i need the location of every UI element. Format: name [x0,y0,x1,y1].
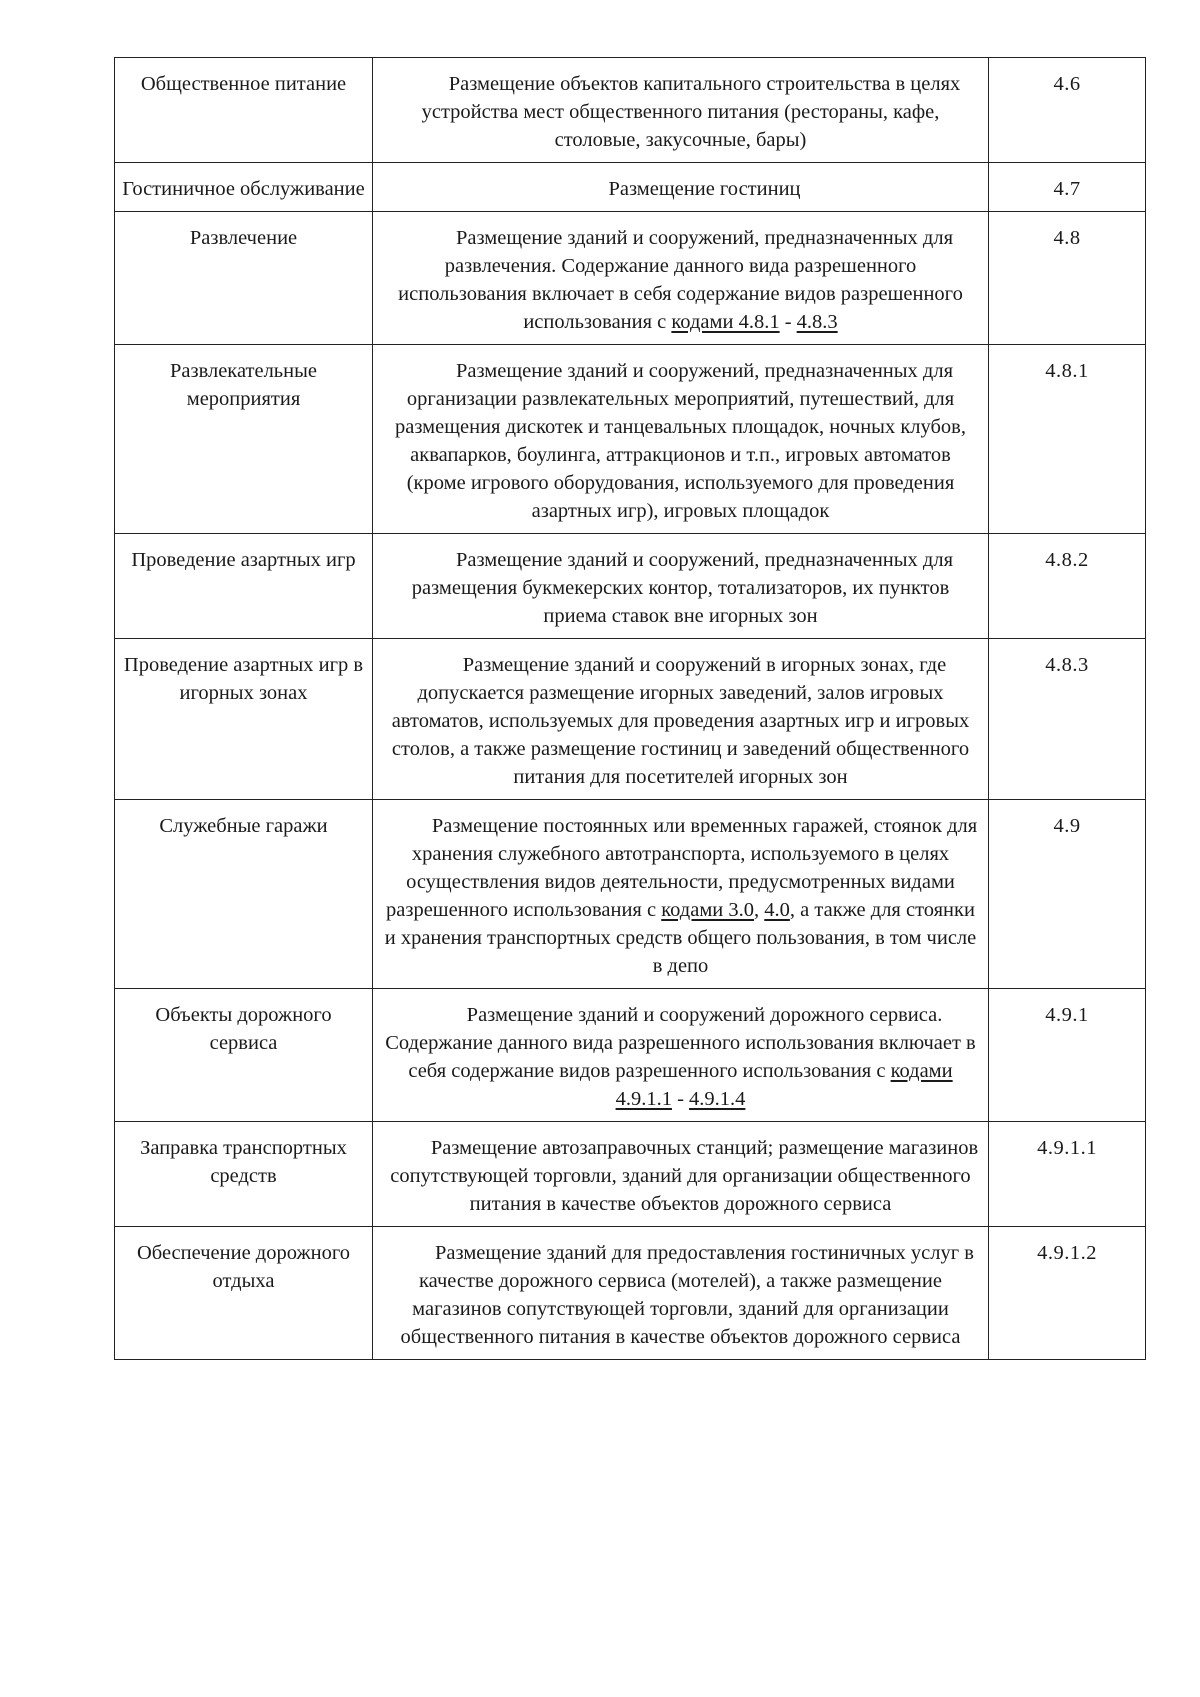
use-type-description [373,989,989,1122]
description-text: Размещение автозаправочных станций; размещение магазинов сопутствующей торговли, зданий для организации общественного питания в качестве объектов дорожного сервиса [390,1137,979,1215]
description-text: Размещение зданий и сооружений в игорных зонах, где допускается размещение игорных заведений, залов игровых автоматов, используемых для проведения азартных игр и игровых столов, а также размещение гостиниц и заведений общественного питания для посетителей игорных зон [391,654,970,788]
table-row [115,1227,1146,1360]
use-type-description [373,163,989,212]
code-reference-link[interactable]: кодами 4.9.1.1 [615,1060,953,1110]
use-type-code: 4.9.1.1 [989,1122,1146,1227]
use-type-name: Развлечение [115,212,373,345]
use-type-name: Развлекательные мероприятия [115,345,373,534]
code-reference-link[interactable]: 4.9.1.4 [689,1088,746,1110]
code-reference-link[interactable]: 4.8.3 [796,311,838,333]
table-row [115,639,1146,800]
use-type-code: 4.8 [989,212,1146,345]
land-use-table [114,57,1146,1360]
use-type-name: Гостиничное обслуживание [115,163,373,212]
use-type-name: Обеспечение дорожного отдыха [115,1227,373,1360]
use-type-description [373,1122,989,1227]
use-type-description [373,1227,989,1360]
table-row [115,989,1146,1122]
land-use-table-body [115,58,1146,1360]
description-text: , [754,899,765,921]
description-text: Размещение зданий и сооружений, предназначенных для организации развлекательных мероприятий, путешествий, для размещения дискотек и танцевальных площадок, ночных клубов, аквапарков, боулинга, аттракционов и т.п., игровых автоматов (кроме игрового оборудования, используемого для проведения азартных игр), игровых площадок [395,360,966,522]
use-type-name: Объекты дорожного сервиса [115,989,373,1122]
use-type-description [373,534,989,639]
table-row [115,534,1146,639]
use-type-code: 4.9.1 [989,989,1146,1122]
use-type-name: Проведение азартных игр [115,534,373,639]
table-row [115,800,1146,989]
use-type-description [373,58,989,163]
use-type-name: Служебные гаражи [115,800,373,989]
use-type-name: Заправка транспортных средств [115,1122,373,1227]
description-text: Размещение объектов капитального строительства в целях устройства мест общественного питания (рестораны, кафе, столовые, закусочные, бары) [421,73,961,151]
code-reference-link[interactable]: кодами 3.0 [661,899,755,921]
use-type-description [373,212,989,345]
use-type-code: 4.8.3 [989,639,1146,800]
use-type-code: 4.6 [989,58,1146,163]
code-reference-link[interactable]: 4.0 [764,899,790,921]
use-type-description [373,800,989,989]
description-text: Размещение зданий и сооружений, предназначенных для развлечения. Содержание данного вида разрешенного использования включает в себя содержание видов разрешенного использования с [398,227,963,333]
description-text: Размещение постоянных или временных гаражей, стоянок для хранения служебного автотранспорта, используемого в целях осуществления видов деятельности, предусмотренных видами разрешенного использования с [386,815,978,921]
table-row [115,212,1146,345]
use-type-description [373,639,989,800]
use-type-code: 4.8.1 [989,345,1146,534]
description-text: Размещение зданий для предоставления гостиничных услуг в качестве дорожного сервиса (мотелей), а также размещение магазинов сопутствующей торговли, зданий для организации общественного питания в качестве объектов дорожного сервиса [400,1242,974,1348]
use-type-code: 4.9.1.2 [989,1227,1146,1360]
table-row [115,58,1146,163]
use-type-code: 4.7 [989,163,1146,212]
use-type-name: Проведение азартных игр в игорных зонах [115,639,373,800]
table-row [115,163,1146,212]
description-text: , а также для стоянки и хранения транспортных средств общего пользования, в том числе в депо [384,899,977,977]
description-text: Размещение зданий и сооружений, предназначенных для размещения букмекерских контор, тотализаторов, их пунктов приема ставок вне игорных зон [411,549,953,627]
description-text: - [779,311,797,333]
table-row [115,345,1146,534]
use-type-name: Общественное питание [115,58,373,163]
description-text: Размещение зданий и сооружений дорожного сервиса. Содержание данного вида разрешенного использования включает в себя содержание видов разрешенного использования с [385,1004,976,1082]
use-type-code: 4.8.2 [989,534,1146,639]
description-text: - [671,1088,690,1110]
table-row [115,1122,1146,1227]
use-type-description [373,345,989,534]
description-text: Размещение гостиниц [608,178,801,200]
use-type-code: 4.9 [989,800,1146,989]
code-reference-link[interactable]: кодами 4.8.1 [671,311,780,333]
